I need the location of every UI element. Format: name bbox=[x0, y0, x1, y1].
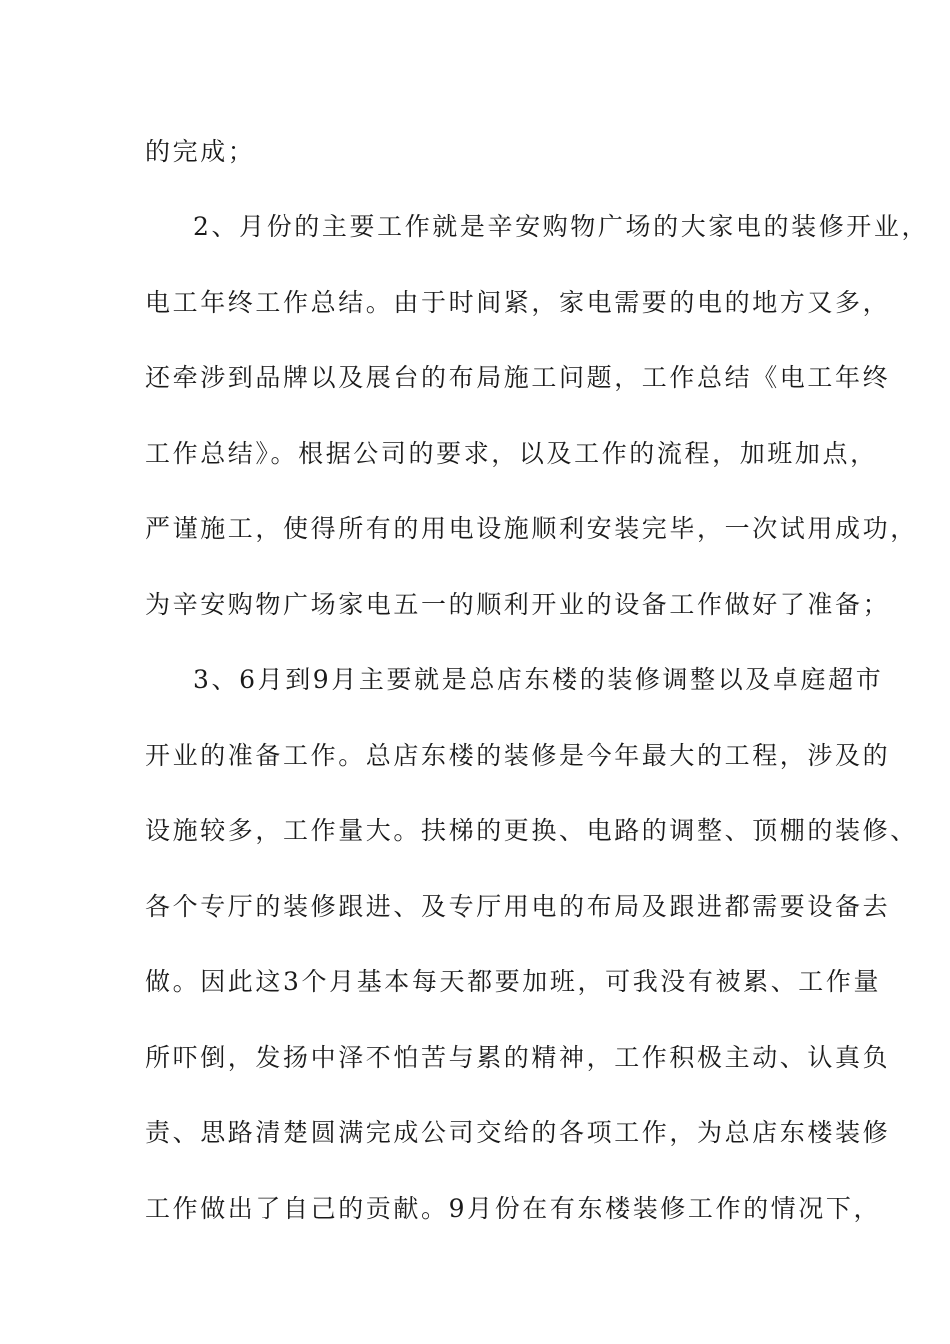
text-line-1: 的完成； bbox=[145, 137, 256, 166]
paragraph-2-line-5: 严谨施工，使得所有的用电设施顺利安装完毕，一次试用成功， bbox=[145, 514, 918, 543]
paragraph-2-line-4: 工作总结》。根据公司的要求，以及工作的流程，加班加点， bbox=[145, 439, 878, 468]
paragraph-2-line-6: 为辛安购物广场家电五一的顺利开业的设备工作做好了准备； bbox=[145, 590, 891, 619]
paragraph-2-line-1: 2、月份的主要工作就是辛安购物广场的大家电的装修开业， bbox=[193, 212, 930, 241]
paragraph-2-line-3: 还牵涉到品牌以及展台的布局施工问题，工作总结《电工年终 bbox=[145, 363, 891, 392]
paragraph-3-line-4: 各个专厅的装修跟进、及专厅用电的布局及跟进都需要设备去 bbox=[145, 892, 891, 921]
paragraph-3-line-7: 责、思路清楚圆满完成公司交给的各项工作，为总店东楼装修 bbox=[145, 1118, 891, 1147]
paragraph-3-line-2: 开业的准备工作。总店东楼的装修是今年最大的工程，涉及的 bbox=[145, 741, 891, 770]
paragraph-3-line-5: 做。因此这3个月基本每天都要加班，可我没有被累、工作量 bbox=[145, 967, 882, 996]
paragraph-3-line-6: 所吓倒，发扬中泽不怕苦与累的精神，工作积极主动、认真负 bbox=[145, 1043, 891, 1072]
paragraph-2-line-2: 电工年终工作总结。由于时间紧，家电需要的电的地方又多， bbox=[145, 288, 891, 317]
paragraph-3-line-1: 3、6月到9月主要就是总店东楼的装修调整以及卓庭超市 bbox=[193, 665, 884, 694]
paragraph-3-line-8: 工作做出了自己的贡献。9月份在有东楼装修工作的情况下， bbox=[145, 1194, 882, 1223]
paragraph-3-line-3: 设施较多，工作量大。扶梯的更换、电路的调整、顶棚的装修、 bbox=[145, 816, 918, 845]
